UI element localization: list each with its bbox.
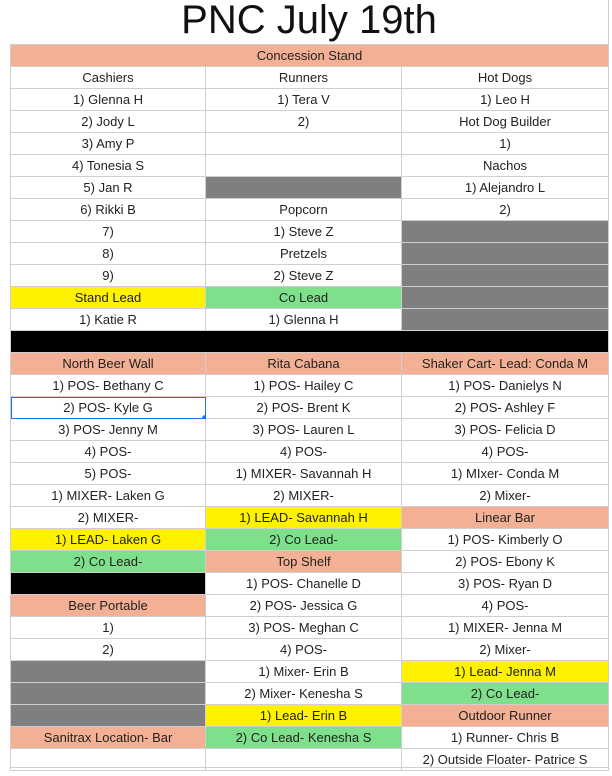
sheet-cell[interactable] (402, 287, 609, 309)
sheet-cell[interactable]: Outdoor Runner (402, 705, 609, 727)
sheet-cell[interactable]: 3) POS- Jenny M (11, 419, 206, 441)
sheet-row (11, 463, 609, 485)
sheet-cell[interactable]: 1) (11, 617, 206, 639)
sheet-cell[interactable]: 2) MIXER- (11, 507, 206, 529)
sheet-row (11, 243, 609, 265)
sheet-row (11, 727, 609, 749)
sheet-title[interactable]: PNC July 19th (10, 0, 609, 44)
sheet-cell[interactable]: Beer Portable (11, 595, 206, 617)
sheet-cell[interactable]: 2) POS- Brent K (206, 397, 402, 419)
sheet-row (11, 89, 609, 111)
sheet-left-gutter (0, 0, 10, 775)
sheet-cell[interactable] (206, 155, 402, 177)
sheet-cell[interactable] (11, 573, 206, 595)
sheet-row (11, 177, 609, 199)
sheet-row (11, 265, 609, 287)
sheet-cell[interactable]: 1) Glenna H (206, 309, 402, 331)
sheet-cell[interactable]: Hot Dogs (402, 67, 609, 89)
sheet-cell[interactable]: 1) Glenna H (11, 89, 206, 111)
sheet-cell[interactable]: 1) POS- Kimberly O (402, 529, 609, 551)
sheet-cell[interactable]: 1) Lead- Jenna M (402, 661, 609, 683)
sheet-row (11, 309, 609, 331)
sheet-row (11, 353, 609, 375)
sheet-cell[interactable]: Nachos (402, 155, 609, 177)
sheet-cell[interactable]: 2) Co Lead- (11, 551, 206, 573)
sheet-cell[interactable]: 4) POS- (402, 441, 609, 463)
sheet-row (11, 573, 609, 595)
sheet-cell[interactable]: 1) Mixer- Erin B (206, 661, 402, 683)
sheet-cell[interactable]: Popcorn (206, 199, 402, 221)
sheet-cell[interactable]: 1) MIXER- Jenna M (402, 617, 609, 639)
sheet-cell[interactable]: 4) POS- (206, 639, 402, 661)
sheet-cell[interactable]: 3) Amy P (11, 133, 206, 155)
sheet-row (11, 661, 609, 683)
sheet-row (11, 419, 609, 441)
sheet-cell[interactable]: 1) Katie R (11, 309, 206, 331)
sheet-row (11, 67, 609, 89)
sheet-cell[interactable] (11, 705, 206, 727)
sheet-cell[interactable]: 2) Mixer- Kenesha S (206, 683, 402, 705)
sheet-row (11, 705, 609, 727)
sheet-cell[interactable]: 2) Co Lead- (402, 683, 609, 705)
sheet-cell[interactable]: Pretzels (206, 243, 402, 265)
sheet-cell[interactable]: 5) POS- (11, 463, 206, 485)
sheet-row (11, 529, 609, 551)
sheet-cell[interactable]: 6) Rikki B (11, 199, 206, 221)
sheet-row (11, 595, 609, 617)
sheet-cell[interactable]: 1) (402, 133, 609, 155)
sheet-cell[interactable]: Runners (206, 67, 402, 89)
sheet-cell[interactable]: 1) MIXER- Laken G (11, 485, 206, 507)
sheet-cell[interactable]: 1) Alejandro L (402, 177, 609, 199)
sheet-row (11, 45, 609, 67)
sheet-cell[interactable]: Shaker Cart- Lead: Conda M (402, 353, 609, 375)
sheet-cell[interactable]: 1) MIXER- Savannah H (206, 463, 402, 485)
sheet-cell[interactable]: 3) POS- Lauren L (206, 419, 402, 441)
sheet-cell[interactable]: Linear Bar (402, 507, 609, 529)
sheet-cell[interactable]: 2) POS- Ashley F (402, 397, 609, 419)
sheet-cell[interactable]: 3) POS- Ryan D (402, 573, 609, 595)
sheet-cell[interactable]: Top Shelf (206, 551, 402, 573)
sheet-cell[interactable]: Co Lead (206, 287, 402, 309)
sheet-row (11, 617, 609, 639)
sheet-cell[interactable]: 3) POS- Meghan C (206, 617, 402, 639)
sheet-cell[interactable]: 2) (11, 639, 206, 661)
sheet-cell[interactable] (11, 683, 206, 705)
sheet-cell[interactable]: 1) POS- Chanelle D (206, 573, 402, 595)
sheet-cell[interactable]: Concession Stand (11, 45, 609, 67)
sheet-cell[interactable]: 1) LEAD- Laken G (11, 529, 206, 551)
sheet-row (11, 441, 609, 463)
sheet-cell[interactable]: 1) MIxer- Conda M (402, 463, 609, 485)
sheet-row (11, 155, 609, 177)
sheet-cell[interactable] (206, 133, 402, 155)
sheet-cell[interactable]: 4) POS- (206, 441, 402, 463)
sheet-cell[interactable]: Stand Lead (11, 287, 206, 309)
sheet-row (11, 199, 609, 221)
sheet-row (11, 331, 609, 353)
sheet-cell[interactable]: 1) Steve Z (206, 221, 402, 243)
sheet-cell[interactable]: 2) (206, 111, 402, 133)
sheet-cell[interactable]: 3) POS- Felicia D (402, 419, 609, 441)
fill-handle[interactable] (202, 415, 206, 419)
sheet-row (11, 111, 609, 133)
sheet-row (11, 551, 609, 573)
sheet-cell[interactable]: Rita Cabana (206, 353, 402, 375)
sheet-cell[interactable]: 2) MIXER- (206, 485, 402, 507)
sheet-cell[interactable]: 1) Tera V (206, 89, 402, 111)
sheet-cell[interactable] (402, 243, 609, 265)
sheet-row (11, 485, 609, 507)
sheet-cell[interactable]: 2) Steve Z (206, 265, 402, 287)
sheet-cell[interactable]: 1) POS- Hailey C (206, 375, 402, 397)
sheet-row (11, 221, 609, 243)
sheet-row (11, 287, 609, 309)
sheet-cell[interactable]: 2) Jody L (11, 111, 206, 133)
sheet-row (11, 133, 609, 155)
sheet-cell[interactable]: 2) (402, 199, 609, 221)
sheet-cell[interactable]: 2) Outside Floater- Patrice S (402, 749, 609, 771)
sheet-cell[interactable]: 4) POS- (11, 441, 206, 463)
sheet-row (11, 397, 609, 419)
sheet-cell[interactable]: 2) Co Lead- (206, 529, 402, 551)
sheet-cell[interactable]: 2) POS- Ebony K (402, 551, 609, 573)
sheet-cell[interactable] (11, 661, 206, 683)
sheet-cell[interactable]: Hot Dog Builder (402, 111, 609, 133)
sheet-row (11, 639, 609, 661)
sheet-cell[interactable]: 2) Co Lead- Kenesha S (206, 727, 402, 749)
sheet-cell[interactable]: 1) Leo H (402, 89, 609, 111)
sheet-cell[interactable]: 4) Tonesia S (11, 155, 206, 177)
sheet-cell[interactable]: 1) POS- Danielys N (402, 375, 609, 397)
sheet-cell[interactable] (402, 221, 609, 243)
sheet-cell[interactable]: 1) LEAD- Savannah H (206, 507, 402, 529)
sheet-cell[interactable]: 8) (11, 243, 206, 265)
sheet-cell[interactable]: Cashiers (11, 67, 206, 89)
sheet-cell[interactable] (206, 177, 402, 199)
sheet-row (11, 683, 609, 705)
sheet-cell[interactable] (11, 331, 609, 353)
sheet-cell[interactable]: 9) (11, 265, 206, 287)
sheet-cell[interactable]: 2) Mixer- (402, 639, 609, 661)
sheet-row (11, 375, 609, 397)
sheet-cell[interactable]: 1) POS- Bethany C (11, 375, 206, 397)
sheet-cell[interactable]: Sanitrax Location- Bar (11, 727, 206, 749)
sheet-cell[interactable] (402, 309, 609, 331)
sheet-cell[interactable]: 2) Mixer- (402, 485, 609, 507)
sheet-row (11, 507, 609, 529)
sheet-cell[interactable]: 7) (11, 221, 206, 243)
sheet-cell[interactable]: 5) Jan R (11, 177, 206, 199)
schedule-grid (10, 44, 609, 771)
sheet-cell[interactable]: North Beer Wall (11, 353, 206, 375)
sheet-cell[interactable]: 4) POS- (402, 595, 609, 617)
sheet-cell[interactable]: 1) Lead- Erin B (206, 705, 402, 727)
sheet-cell[interactable]: 1) Runner- Chris B (402, 727, 609, 749)
sheet-cell[interactable] (402, 265, 609, 287)
selected-cell[interactable]: 2) POS- Kyle G (11, 397, 206, 419)
sheet-cell[interactable]: 2) POS- Jessica G (206, 595, 402, 617)
